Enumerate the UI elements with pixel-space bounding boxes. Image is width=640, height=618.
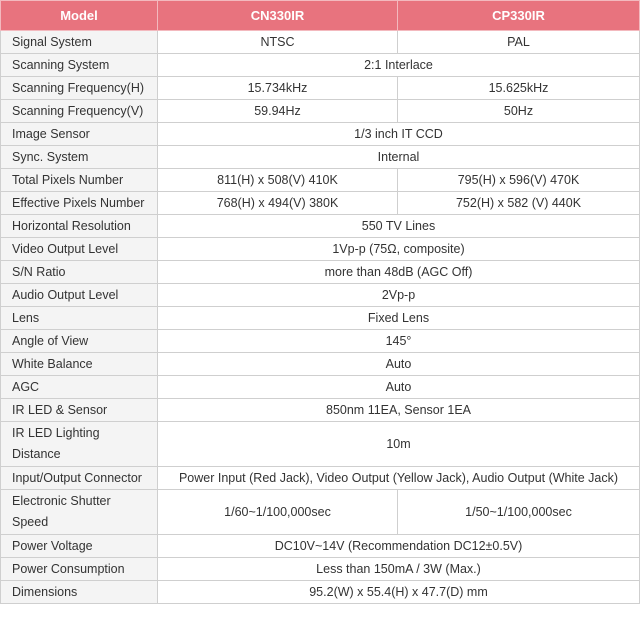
value-audio-output: 2Vp-p <box>158 284 640 307</box>
row-shutter-speed <box>1 490 640 535</box>
value-sn-ratio: more than 48dB (AGC Off) <box>158 261 640 284</box>
value-shutter-speed-cn330ir: 1/60~1/100,000sec <box>158 490 398 535</box>
label-image-sensor: Image Sensor <box>1 123 158 146</box>
value-signal-system-cn330ir: NTSC <box>158 31 398 54</box>
label-scanning-system: Scanning System <box>1 54 158 77</box>
value-io-connector: Power Input (Red Jack), Video Output (Yellow Jack), Audio Output (White Jack) <box>158 467 640 490</box>
value-scan-freq-v-cn330ir: 59.94Hz <box>158 100 398 123</box>
row-agc <box>1 376 640 399</box>
value-white-balance: Auto <box>158 353 640 376</box>
row-effective-pixels <box>1 192 640 215</box>
value-power-voltage: DC10V~14V (Recommendation DC12±0.5V) <box>158 535 640 558</box>
label-signal-system: Signal System <box>1 31 158 54</box>
header-row <box>1 1 640 31</box>
value-effective-pixels-cn330ir: 768(H) x 494(V) 380K <box>158 192 398 215</box>
value-horizontal-resolution: 550 TV Lines <box>158 215 640 238</box>
value-shutter-speed-cp330ir: 1/50~1/100,000sec <box>398 490 640 535</box>
row-power-consumption <box>1 558 640 581</box>
label-io-connector: Input/Output Connector <box>1 467 158 490</box>
label-ir-distance <box>1 422 158 467</box>
row-scanning-system <box>1 54 640 77</box>
label-ir-led-sensor: IR LED & Sensor <box>1 399 158 422</box>
value-angle-of-view: 145° <box>158 330 640 353</box>
row-scan-freq-h <box>1 77 640 100</box>
label-white-balance: White Balance <box>1 353 158 376</box>
value-dimensions: 95.2(W) x 55.4(H) x 47.7(D) mm <box>158 581 640 604</box>
value-ir-led-sensor: 850nm 11EA, Sensor 1EA <box>158 399 640 422</box>
row-total-pixels <box>1 169 640 192</box>
label-sn-ratio: S/N Ratio <box>1 261 158 284</box>
row-scan-freq-v <box>1 100 640 123</box>
label-horizontal-resolution: Horizontal Resolution <box>1 215 158 238</box>
row-sn-ratio <box>1 261 640 284</box>
value-image-sensor: 1/3 inch IT CCD <box>158 123 640 146</box>
value-agc: Auto <box>158 376 640 399</box>
row-ir-distance <box>1 422 640 467</box>
label-video-output: Video Output Level <box>1 238 158 261</box>
label-effective-pixels: Effective Pixels Number <box>1 192 158 215</box>
label-audio-output: Audio Output Level <box>1 284 158 307</box>
value-total-pixels-cn330ir: 811(H) x 508(V) 410K <box>158 169 398 192</box>
value-ir-distance: 10m <box>158 422 640 467</box>
label-ir-distance-line2: Distance <box>12 447 61 461</box>
value-total-pixels-cp330ir: 795(H) x 596(V) 470K <box>398 169 640 192</box>
header-model: Model <box>1 1 158 31</box>
label-ir-distance-line1: IR LED Lighting <box>12 426 100 440</box>
row-dimensions <box>1 581 640 604</box>
row-ir-led-sensor <box>1 399 640 422</box>
label-power-voltage: Power Voltage <box>1 535 158 558</box>
header-cn330ir: CN330IR <box>158 1 398 31</box>
value-signal-system-cp330ir: PAL <box>398 31 640 54</box>
value-video-output: 1Vp-p (75Ω, composite) <box>158 238 640 261</box>
row-io-connector <box>1 467 640 490</box>
value-sync-system: Internal <box>158 146 640 169</box>
row-signal-system <box>1 31 640 54</box>
value-scan-freq-v-cp330ir: 50Hz <box>398 100 640 123</box>
value-scan-freq-h-cn330ir: 15.734kHz <box>158 77 398 100</box>
row-white-balance <box>1 353 640 376</box>
label-scan-freq-h: Scanning Frequency(H) <box>1 77 158 100</box>
row-sync-system <box>1 146 640 169</box>
label-shutter-speed-line2: Speed <box>12 515 49 529</box>
label-scan-freq-v: Scanning Frequency(V) <box>1 100 158 123</box>
row-horizontal-resolution <box>1 215 640 238</box>
label-agc: AGC <box>1 376 158 399</box>
label-total-pixels: Total Pixels Number <box>1 169 158 192</box>
row-audio-output <box>1 284 640 307</box>
label-shutter-speed-line1: Electronic Shutter <box>12 494 111 508</box>
row-video-output <box>1 238 640 261</box>
row-lens <box>1 307 640 330</box>
label-sync-system: Sync. System <box>1 146 158 169</box>
value-power-consumption: Less than 150mA / 3W (Max.) <box>158 558 640 581</box>
label-lens: Lens <box>1 307 158 330</box>
header-cp330ir: CP330IR <box>398 1 640 31</box>
row-power-voltage <box>1 535 640 558</box>
label-angle-of-view: Angle of View <box>1 330 158 353</box>
label-shutter-speed <box>1 490 158 535</box>
row-image-sensor <box>1 123 640 146</box>
value-effective-pixels-cp330ir: 752(H) x 582 (V) 440K <box>398 192 640 215</box>
label-dimensions: Dimensions <box>1 581 158 604</box>
label-power-consumption: Power Consumption <box>1 558 158 581</box>
value-scanning-system: 2:1 Interlace <box>158 54 640 77</box>
row-angle-of-view <box>1 330 640 353</box>
value-lens: Fixed Lens <box>158 307 640 330</box>
value-scan-freq-h-cp330ir: 15.625kHz <box>398 77 640 100</box>
